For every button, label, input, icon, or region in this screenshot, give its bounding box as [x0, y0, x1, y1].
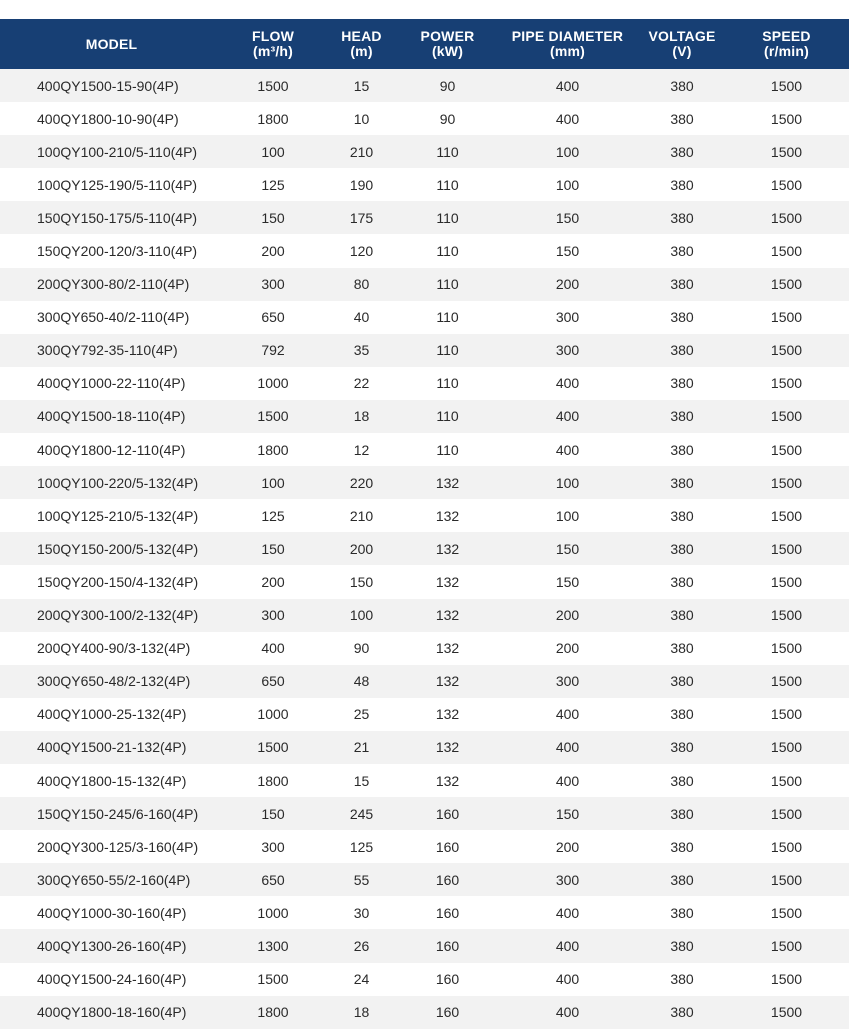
cell-power: 90: [439, 77, 456, 94]
cell-flow: 1500: [257, 408, 289, 425]
column-header-model: [0, 19, 223, 69]
cell-speed: 1500: [770, 176, 803, 193]
cell-pipe: 400: [555, 772, 580, 789]
cell-flow: 650: [261, 871, 285, 888]
cell-head: 48: [353, 673, 370, 690]
cell-head: 26: [353, 937, 370, 954]
cell-head: 24: [353, 971, 370, 988]
cell-model: 150QY200-120/3-110(4P): [37, 243, 198, 260]
cell-pipe: 300: [555, 871, 580, 888]
cell-model: 300QY650-40/2-110(4P): [37, 309, 190, 326]
cell-pipe: 150: [555, 540, 580, 557]
cell-speed: 1500: [770, 540, 803, 557]
cell-pipe: 100: [555, 474, 580, 491]
table-row: [0, 797, 849, 830]
cell-power: 110: [436, 342, 459, 359]
table-row: [0, 268, 849, 301]
cell-flow: 1800: [257, 110, 289, 127]
column-header-unit: (m): [350, 43, 373, 59]
cell-head: 25: [353, 706, 370, 723]
cell-power: 132: [435, 706, 460, 723]
cell-head: 80: [353, 276, 370, 293]
cell-pipe: 400: [555, 937, 580, 954]
cell-speed: 1500: [770, 838, 803, 855]
table-row: [0, 466, 849, 499]
cell-pipe: 150: [555, 805, 580, 822]
cell-flow: 150: [261, 209, 285, 226]
cell-flow: 300: [261, 838, 285, 855]
cell-pipe: 150: [555, 243, 580, 260]
cell-pipe: 300: [555, 342, 580, 359]
column-header-label: HEAD: [341, 28, 382, 44]
cell-head: 125: [349, 838, 374, 855]
table-row: [0, 665, 849, 698]
cell-power: 110: [436, 408, 459, 425]
table-row: [0, 731, 849, 764]
column-header-flow: [223, 19, 323, 69]
cell-head: 18: [353, 408, 370, 425]
cell-speed: 1500: [770, 342, 803, 359]
cell-speed: 1500: [770, 243, 803, 260]
table-row: [0, 334, 849, 367]
table-row: [0, 301, 849, 334]
cell-model: 400QY1500-21-132(4P): [37, 739, 187, 756]
cell-head: 35: [353, 342, 370, 359]
cell-speed: 1500: [770, 209, 803, 226]
cell-power: 90: [439, 110, 456, 127]
cell-head: 100: [349, 607, 374, 624]
cell-power: 132: [435, 573, 460, 590]
cell-flow: 150: [261, 805, 285, 822]
cell-model: 300QY792-35-110(4P): [37, 342, 178, 359]
cell-flow: 1500: [257, 77, 289, 94]
table-row: [0, 201, 849, 234]
cell-model: 200QY300-80/2-110(4P): [37, 276, 190, 293]
cell-head: 175: [349, 209, 374, 226]
cell-flow: 125: [261, 507, 285, 524]
cell-speed: 1500: [770, 441, 803, 458]
cell-power: 132: [435, 772, 460, 789]
column-header-pipe: [495, 19, 640, 69]
cell-model: 100QY125-190/5-110(4P): [37, 176, 198, 193]
cell-flow: 1300: [257, 937, 289, 954]
cell-flow: 400: [261, 640, 285, 657]
cell-model: 400QY1500-24-160(4P): [37, 971, 187, 988]
cell-power: 110: [436, 176, 459, 193]
cell-model: 300QY650-55/2-160(4P): [37, 871, 191, 888]
cell-speed: 1500: [770, 871, 803, 888]
cell-head: 90: [353, 640, 370, 657]
table-row: [0, 963, 849, 996]
cell-head: 120: [349, 243, 374, 260]
cell-model: 150QY200-150/4-132(4P): [37, 573, 199, 590]
cell-pipe: 200: [555, 607, 580, 624]
cell-voltage: 380: [670, 772, 694, 789]
cell-speed: 1500: [770, 110, 803, 127]
column-header-voltage: [640, 19, 724, 69]
cell-model: 400QY1800-18-160(4P): [37, 1004, 187, 1021]
spec-table: [0, 19, 849, 1029]
cell-model: 200QY400-90/3-132(4P): [37, 640, 191, 657]
cell-pipe: 400: [555, 971, 580, 988]
table-row: [0, 863, 849, 896]
cell-power: 132: [435, 640, 460, 657]
cell-flow: 300: [261, 276, 285, 293]
table-row: [0, 102, 849, 135]
table-row: [0, 698, 849, 731]
cell-speed: 1500: [770, 276, 803, 293]
cell-model: 200QY300-125/3-160(4P): [37, 838, 199, 855]
column-header-head: [323, 19, 400, 69]
cell-pipe: 400: [555, 375, 580, 392]
cell-head: 210: [349, 143, 374, 160]
cell-pipe: 400: [555, 1004, 580, 1021]
table-row: [0, 367, 849, 400]
cell-flow: 125: [261, 176, 285, 193]
cell-speed: 1500: [770, 408, 803, 425]
cell-flow: 1800: [257, 441, 289, 458]
cell-flow: 200: [261, 243, 285, 260]
cell-speed: 1500: [770, 640, 803, 657]
table-row: [0, 234, 849, 267]
cell-voltage: 380: [670, 243, 694, 260]
table-row: [0, 632, 849, 665]
column-header-unit: (V): [672, 43, 692, 59]
table-row: [0, 69, 849, 102]
cell-speed: 1500: [770, 77, 803, 94]
table-row: [0, 565, 849, 598]
cell-flow: 792: [261, 342, 285, 359]
cell-power: 110: [436, 441, 459, 458]
cell-model: 100QY100-220/5-132(4P): [37, 474, 199, 491]
cell-voltage: 380: [670, 937, 694, 954]
cell-power: 110: [436, 209, 459, 226]
cell-pipe: 200: [555, 640, 580, 657]
cell-voltage: 380: [670, 309, 694, 326]
cell-model: 400QY1800-12-110(4P): [37, 441, 186, 458]
cell-voltage: 380: [670, 143, 694, 160]
cell-power: 132: [435, 673, 460, 690]
cell-pipe: 400: [555, 408, 580, 425]
cell-power: 132: [435, 739, 460, 756]
cell-power: 110: [436, 143, 459, 160]
cell-head: 18: [353, 1004, 370, 1021]
cell-head: 10: [353, 110, 370, 127]
column-header-label: MODEL: [85, 35, 138, 52]
column-header-unit: (kW): [431, 43, 464, 59]
cell-flow: 1500: [257, 739, 289, 756]
cell-pipe: 100: [555, 507, 580, 524]
cell-flow: 300: [261, 607, 285, 624]
cell-voltage: 380: [670, 573, 694, 590]
cell-power: 132: [435, 540, 460, 557]
cell-voltage: 380: [670, 640, 694, 657]
column-header-label: FLOW: [251, 28, 294, 44]
cell-model: 400QY1800-10-90(4P): [37, 110, 179, 127]
cell-flow: 1800: [257, 1004, 289, 1021]
cell-power: 160: [435, 871, 460, 888]
column-header-unit: (m³/h): [252, 43, 294, 59]
cell-power: 110: [436, 276, 459, 293]
cell-speed: 1500: [770, 474, 803, 491]
cell-speed: 1500: [770, 904, 803, 921]
cell-voltage: 380: [670, 607, 694, 624]
cell-flow: 1000: [257, 706, 289, 723]
cell-head: 190: [349, 176, 374, 193]
cell-voltage: 380: [670, 540, 694, 557]
cell-model: 400QY1300-26-160(4P): [37, 937, 187, 954]
table-row: [0, 168, 849, 201]
cell-voltage: 380: [670, 739, 694, 756]
column-header-label: POWER: [420, 28, 475, 44]
cell-power: 160: [435, 937, 460, 954]
table-row: [0, 400, 849, 433]
table-row: [0, 830, 849, 863]
cell-voltage: 380: [670, 276, 694, 293]
column-header-power: [400, 19, 495, 69]
cell-head: 15: [353, 772, 370, 789]
cell-model: 300QY650-48/2-132(4P): [37, 673, 191, 690]
cell-voltage: 380: [670, 871, 694, 888]
cell-head: 30: [353, 904, 370, 921]
column-header-speed: [724, 19, 849, 69]
cell-flow: 650: [261, 309, 285, 326]
table-row: [0, 135, 849, 168]
cell-pipe: 100: [555, 176, 580, 193]
cell-voltage: 380: [670, 209, 694, 226]
cell-head: 55: [353, 871, 370, 888]
table-row: [0, 532, 849, 565]
cell-voltage: 380: [670, 342, 694, 359]
cell-power: 110: [436, 309, 459, 326]
cell-speed: 1500: [770, 573, 803, 590]
cell-voltage: 380: [670, 673, 694, 690]
cell-speed: 1500: [770, 143, 803, 160]
cell-speed: 1500: [770, 507, 803, 524]
cell-speed: 1500: [770, 309, 803, 326]
cell-model: 150QY150-175/5-110(4P): [37, 209, 198, 226]
cell-head: 21: [353, 739, 370, 756]
cell-power: 110: [436, 243, 459, 260]
cell-speed: 1500: [770, 805, 803, 822]
cell-pipe: 400: [555, 77, 580, 94]
cell-flow: 1800: [257, 772, 289, 789]
cell-power: 160: [435, 904, 460, 921]
cell-voltage: 380: [670, 805, 694, 822]
table-header: [0, 19, 849, 69]
cell-speed: 1500: [770, 375, 803, 392]
cell-voltage: 380: [670, 176, 694, 193]
cell-model: 400QY1000-22-110(4P): [37, 375, 186, 392]
cell-voltage: 380: [670, 474, 694, 491]
cell-pipe: 100: [555, 143, 580, 160]
cell-pipe: 400: [555, 441, 580, 458]
cell-voltage: 380: [670, 441, 694, 458]
cell-voltage: 380: [670, 971, 694, 988]
cell-model: 150QY150-245/6-160(4P): [37, 805, 199, 822]
cell-power: 160: [435, 805, 460, 822]
cell-flow: 200: [261, 573, 285, 590]
cell-power: 132: [435, 507, 460, 524]
cell-flow: 1000: [257, 904, 289, 921]
table-row: [0, 929, 849, 962]
cell-voltage: 380: [670, 904, 694, 921]
table-row: [0, 896, 849, 929]
cell-power: 160: [435, 838, 460, 855]
cell-pipe: 200: [555, 276, 580, 293]
cell-voltage: 380: [670, 408, 694, 425]
table-row: [0, 996, 849, 1029]
column-header-label: SPEED: [762, 28, 811, 44]
cell-speed: 1500: [770, 607, 803, 624]
cell-pipe: 300: [555, 673, 580, 690]
cell-head: 15: [353, 77, 370, 94]
cell-model: 400QY1000-30-160(4P): [37, 904, 187, 921]
cell-speed: 1500: [770, 971, 803, 988]
cell-model: 100QY100-210/5-110(4P): [37, 143, 198, 160]
cell-head: 150: [349, 573, 374, 590]
table-row: [0, 599, 849, 632]
cell-voltage: 380: [670, 838, 694, 855]
cell-head: 12: [353, 441, 370, 458]
cell-voltage: 380: [670, 706, 694, 723]
cell-model: 400QY1500-18-110(4P): [37, 408, 186, 425]
cell-pipe: 400: [555, 904, 580, 921]
column-header-unit: (mm): [549, 43, 586, 59]
cell-speed: 1500: [770, 1004, 803, 1021]
cell-head: 22: [353, 375, 370, 392]
cell-model: 400QY1500-15-90(4P): [37, 77, 179, 94]
cell-power: 160: [435, 971, 460, 988]
cell-head: 245: [349, 805, 374, 822]
table-row: [0, 499, 849, 532]
cell-pipe: 400: [555, 110, 580, 127]
cell-flow: 150: [261, 540, 285, 557]
cell-flow: 650: [261, 673, 285, 690]
cell-model: 100QY125-210/5-132(4P): [37, 507, 199, 524]
cell-head: 200: [349, 540, 374, 557]
cell-power: 132: [435, 474, 460, 491]
cell-model: 400QY1000-25-132(4P): [37, 706, 187, 723]
cell-speed: 1500: [770, 937, 803, 954]
cell-voltage: 380: [670, 77, 694, 94]
table-row: [0, 433, 849, 466]
cell-model: 150QY150-200/5-132(4P): [37, 540, 199, 557]
table-body: [0, 69, 849, 1029]
cell-pipe: 200: [555, 838, 580, 855]
cell-pipe: 300: [555, 309, 580, 326]
cell-pipe: 400: [555, 739, 580, 756]
cell-voltage: 380: [670, 1004, 694, 1021]
cell-speed: 1500: [770, 673, 803, 690]
column-header-unit: (r/min): [764, 43, 809, 59]
cell-speed: 1500: [770, 706, 803, 723]
cell-head: 210: [349, 507, 374, 524]
cell-flow: 1000: [257, 375, 289, 392]
cell-head: 220: [349, 474, 374, 491]
column-header-label: VOLTAGE: [648, 28, 716, 44]
cell-model: 200QY300-100/2-132(4P): [37, 607, 199, 624]
cell-voltage: 380: [670, 375, 694, 392]
header-row: [0, 19, 849, 69]
cell-voltage: 380: [670, 507, 694, 524]
cell-head: 40: [353, 309, 370, 326]
cell-model: 400QY1800-15-132(4P): [37, 772, 187, 789]
cell-speed: 1500: [770, 739, 803, 756]
cell-voltage: 380: [670, 110, 694, 127]
cell-flow: 1500: [257, 971, 289, 988]
cell-flow: 100: [261, 143, 285, 160]
cell-flow: 100: [261, 474, 285, 491]
cell-pipe: 150: [555, 209, 580, 226]
cell-power: 160: [435, 1004, 460, 1021]
cell-pipe: 400: [555, 706, 580, 723]
column-header-label: PIPE DIAMETER: [511, 28, 624, 44]
cell-speed: 1500: [770, 772, 803, 789]
table-row: [0, 764, 849, 797]
cell-power: 110: [436, 375, 459, 392]
cell-pipe: 150: [555, 573, 580, 590]
cell-power: 132: [435, 607, 460, 624]
